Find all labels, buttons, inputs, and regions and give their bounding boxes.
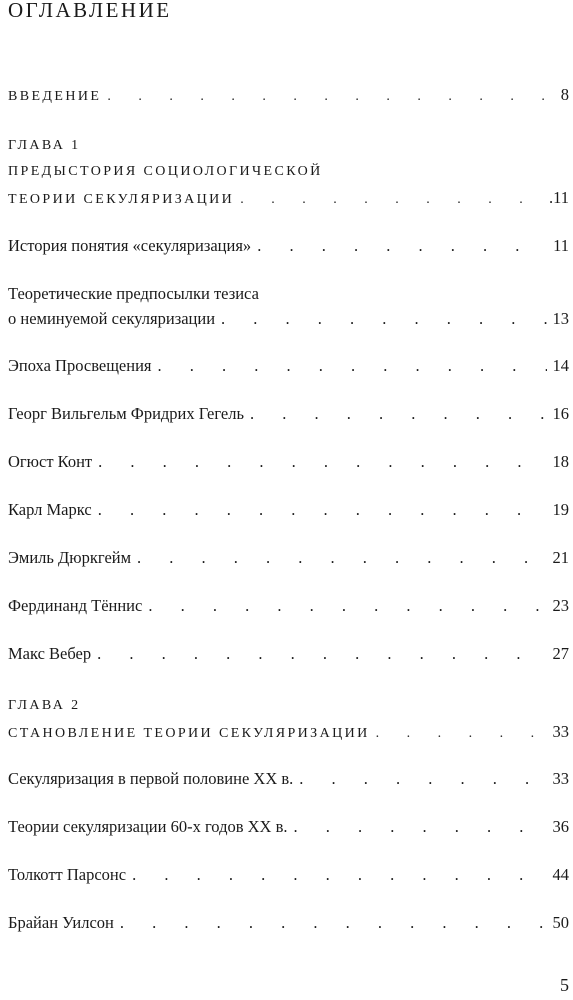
toc-entry-page: 19 bbox=[552, 500, 569, 519]
leader-dots bbox=[97, 643, 546, 665]
leader-dots bbox=[98, 451, 546, 473]
chapter-label: ГЛАВА 2 bbox=[8, 698, 81, 713]
toc-entry-page: 11 bbox=[553, 236, 569, 255]
toc-entry-text-line2: о неминуемой секуляризации bbox=[8, 309, 216, 328]
toc-entry[interactable] bbox=[8, 643, 569, 665]
toc-entry-page: 36 bbox=[552, 817, 569, 836]
toc-entry[interactable] bbox=[8, 547, 569, 569]
toc-entry-page: 14 bbox=[552, 356, 569, 375]
leader-dots bbox=[294, 816, 547, 838]
leader-dots bbox=[137, 547, 546, 569]
toc-entry-page: 33 bbox=[552, 722, 569, 741]
toc-entry-page: 13 bbox=[552, 309, 569, 328]
toc-entry[interactable] bbox=[8, 595, 569, 617]
toc-entry-page: 21 bbox=[552, 548, 569, 567]
toc-entry-text: Огюст Конт bbox=[8, 452, 93, 471]
chapter-label: ГЛАВА 1 bbox=[8, 138, 81, 153]
leader-dots bbox=[107, 86, 554, 108]
toc-entry-text: Фердинанд Тённис bbox=[8, 596, 143, 615]
toc-entry-text: Брайан Уилсон bbox=[8, 913, 114, 932]
page-number: 5 bbox=[560, 975, 569, 995]
toc-chapter-2[interactable] bbox=[8, 695, 569, 745]
toc-entry-text: ВВЕДЕНИЕ bbox=[8, 89, 102, 104]
toc-entry[interactable] bbox=[8, 403, 569, 425]
toc-entry-text-line1: Теоретические предпосылки тезиса bbox=[8, 284, 259, 303]
toc-entry-page: 8 bbox=[560, 85, 569, 104]
toc-entry-text: Толкотт Парсонс bbox=[8, 865, 127, 884]
toc-entry-text-line2: ТЕОРИИ СЕКУЛЯРИЗАЦИИ bbox=[8, 192, 235, 207]
toc-entry-text: Макс Вебер bbox=[8, 644, 92, 663]
toc-entry-text-line1: ПРЕДЫСТОРИЯ СОЦИОЛОГИЧЕСКОЙ bbox=[8, 164, 323, 179]
leader-dots bbox=[240, 189, 543, 211]
toc-entry[interactable] bbox=[8, 235, 569, 257]
toc-entry-page: 50 bbox=[552, 913, 569, 932]
toc-entry-text: Секуляризация в первой половине XX в. bbox=[8, 769, 294, 788]
toc-entry-page: 27 bbox=[552, 644, 569, 663]
leader-dots bbox=[250, 403, 547, 425]
toc-entry-page: 23 bbox=[552, 596, 569, 615]
toc-entry-text: Эпоха Просвещения bbox=[8, 356, 152, 375]
toc-entry-text: История понятия «секуляризация» bbox=[8, 236, 252, 255]
toc-entry-text: Георг Вильгельм Фридрих Гегель bbox=[8, 404, 244, 423]
page-title: ОГЛАВЛЕНИЕ bbox=[8, 0, 172, 22]
toc-entry[interactable] bbox=[8, 864, 569, 886]
leader-dots bbox=[257, 235, 547, 257]
toc-entry-text: СТАНОВЛЕНИЕ ТЕОРИИ СЕКУЛЯРИЗАЦИИ bbox=[8, 726, 370, 741]
toc-entry-page: 44 bbox=[552, 865, 569, 884]
toc-chapter-1[interactable] bbox=[8, 135, 569, 211]
leader-dots bbox=[158, 355, 547, 377]
toc-entry[interactable] bbox=[8, 451, 569, 473]
toc-entry[interactable] bbox=[8, 355, 569, 377]
leader-dots bbox=[299, 768, 546, 790]
leader-dots bbox=[120, 912, 547, 934]
toc-entry[interactable] bbox=[8, 912, 569, 934]
leader-dots bbox=[221, 308, 546, 330]
leader-dots bbox=[98, 499, 547, 521]
toc-entry[interactable] bbox=[8, 283, 569, 330]
toc-entry-text: Теории секуляризации 60-х годов XX в. bbox=[8, 817, 288, 836]
toc-entry-page: 16 bbox=[552, 404, 569, 423]
toc-entry-page: 18 bbox=[552, 452, 569, 471]
toc-entry[interactable] bbox=[8, 499, 569, 521]
leader-dots bbox=[148, 595, 546, 617]
leader-dots bbox=[376, 723, 547, 745]
toc-entry[interactable] bbox=[8, 816, 569, 838]
toc-entry-page: 33 bbox=[552, 769, 569, 788]
toc-entry-text: Карл Маркс bbox=[8, 500, 92, 519]
toc-entry[interactable] bbox=[8, 768, 569, 790]
toc-entry-text: Эмиль Дюркгейм bbox=[8, 548, 132, 567]
toc-entry-introduction[interactable] bbox=[8, 84, 569, 108]
leader-dots bbox=[132, 864, 546, 886]
toc-entry-page: .11 bbox=[548, 188, 569, 207]
